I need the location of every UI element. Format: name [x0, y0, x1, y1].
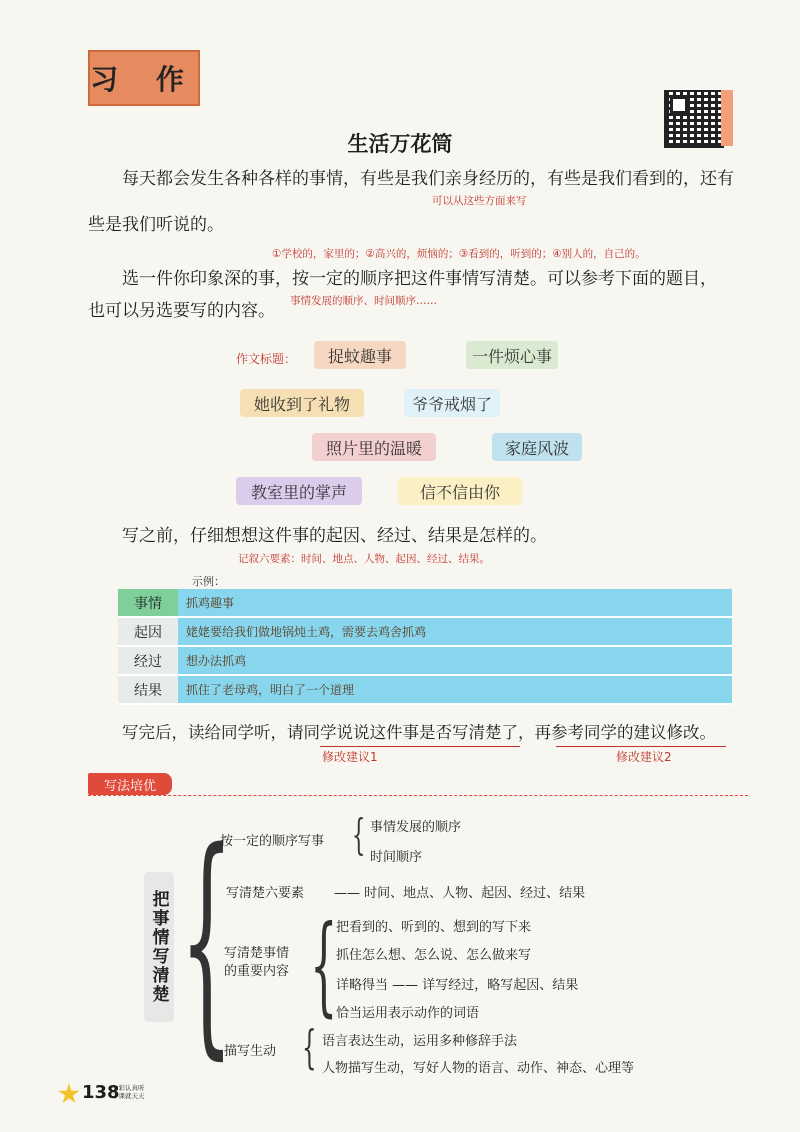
table-value: 抓住了老母鸡，明白了一个道理	[178, 675, 732, 704]
mindmap-b3-item: 抓住怎么想、怎么说、怎么做来写	[336, 948, 532, 963]
mindmap-branch-2: 写清楚六要素	[226, 886, 305, 901]
select-line-1: 选一件你印象深的事，按一定的顺序把这件事情写清楚。可以参考下面的题目，	[122, 269, 717, 289]
table-value: 姥姥要给我们做地锅炖土鸡，需要去鸡舍抓鸡	[178, 617, 732, 646]
table-value: 想办法抓鸡	[178, 646, 732, 675]
table-row	[118, 617, 732, 646]
topic-tag: 教室里的掌声	[236, 477, 362, 505]
intro-annotation: 可以从这些方面来写	[432, 195, 527, 207]
mindmap-b1-item: 时间顺序	[370, 850, 423, 865]
mindmap-brace-3: {	[310, 903, 338, 1028]
topic-tag: 爷爷戒烟了	[404, 389, 500, 417]
mindmap-b3-item: 把看到的、听到的、想到的写下来	[336, 920, 532, 935]
mindmap-b3-item: 恰当运用表示动作的词语	[336, 1006, 480, 1021]
select-annotation-top: ①学校的，家里的；②高兴的，烦恼的；③看到的，听到的；④别人的，自己的。	[272, 248, 646, 260]
after-annotation-1: 修改建议1	[322, 750, 378, 764]
table-row	[118, 675, 732, 704]
after-annotation-2: 修改建议2	[616, 750, 672, 764]
table-key: 事情	[118, 589, 178, 617]
mindmap-branch-3-line2: 的重要内容	[224, 964, 290, 979]
topic-tag: 照片里的温暖	[312, 433, 436, 461]
mindmap-b3-item: 详略得当 —— 详写经过，略写起因、结果	[336, 978, 579, 993]
topic-tag: 家庭风波	[492, 433, 582, 461]
table-row	[118, 646, 732, 675]
mindmap-main-brace: {	[180, 800, 234, 1080]
mindmap-brace-1: {	[352, 810, 366, 859]
mindmap-b4-item: 人物描写生动，写好人物的语言、动作、神态、心理等	[322, 1061, 635, 1076]
intro-line-2: 些是我们听说的。	[88, 215, 224, 235]
page-number: 138	[82, 1082, 120, 1103]
before-line: 写之前，仔细想想这件事的起因、经过、结果是怎样的。	[122, 526, 547, 546]
page-title: 生活万花筒	[347, 131, 453, 156]
topic-tag: 她收到了礼物	[240, 389, 364, 417]
topic-tag: 信不信由你	[398, 477, 522, 505]
intro-line-1: 每天都会发生各种各样的事情，有些是我们亲身经历的，有些是我们看到的，还有	[122, 169, 734, 189]
footer-subtitle: 七彩认真听 下课就天天	[112, 1084, 145, 1100]
before-annotation: 记叙六要素：时间、地点、人物、起因、经过、结果。	[238, 553, 490, 565]
mindmap-branch-4: 描写生动	[224, 1044, 277, 1059]
star-icon	[58, 1083, 80, 1105]
select-annotation-mid: 事情发展的顺序、时间顺序……	[290, 295, 437, 307]
table-value: 抓鸡趣事	[178, 589, 732, 617]
mindmap-brace-4: {	[302, 1020, 317, 1074]
after-line: 写完后，读给同学听，请同学说说这件事是否写清楚了，再参考同学的建议修改。	[122, 723, 716, 742]
select-line-2: 也可以另选要写的内容。	[88, 301, 275, 321]
mindmap-root: 把事情写清楚	[144, 872, 174, 1022]
writing-tips-badge: 写法培优	[88, 773, 172, 795]
table-key: 经过	[118, 646, 178, 675]
example-table	[118, 589, 732, 705]
after-underline-1	[320, 746, 520, 747]
topics-label: 作文标题：	[236, 352, 297, 366]
topic-tag: 一件烦心事	[466, 341, 558, 369]
mindmap-b1-item: 事情发展的顺序	[370, 820, 462, 835]
badge-divider	[88, 795, 748, 796]
mindmap-b4-item: 语言表达生动，运用多种修辞手法	[322, 1034, 518, 1049]
section-tag: 习 作	[88, 50, 200, 106]
example-label: 示例：	[192, 575, 225, 588]
table-key: 结果	[118, 675, 178, 704]
topic-tag: 捉蚊趣事	[314, 341, 406, 369]
mindmap-branch-3: 写清楚事情	[224, 946, 290, 961]
table-row	[118, 589, 732, 617]
after-underline-2	[556, 746, 726, 747]
table-key: 起因	[118, 617, 178, 646]
mindmap-branch-1: 按一定的顺序写事	[220, 834, 325, 849]
mindmap-b2-detail: —— 时间、地点、人物、起因、经过、结果	[334, 886, 586, 901]
